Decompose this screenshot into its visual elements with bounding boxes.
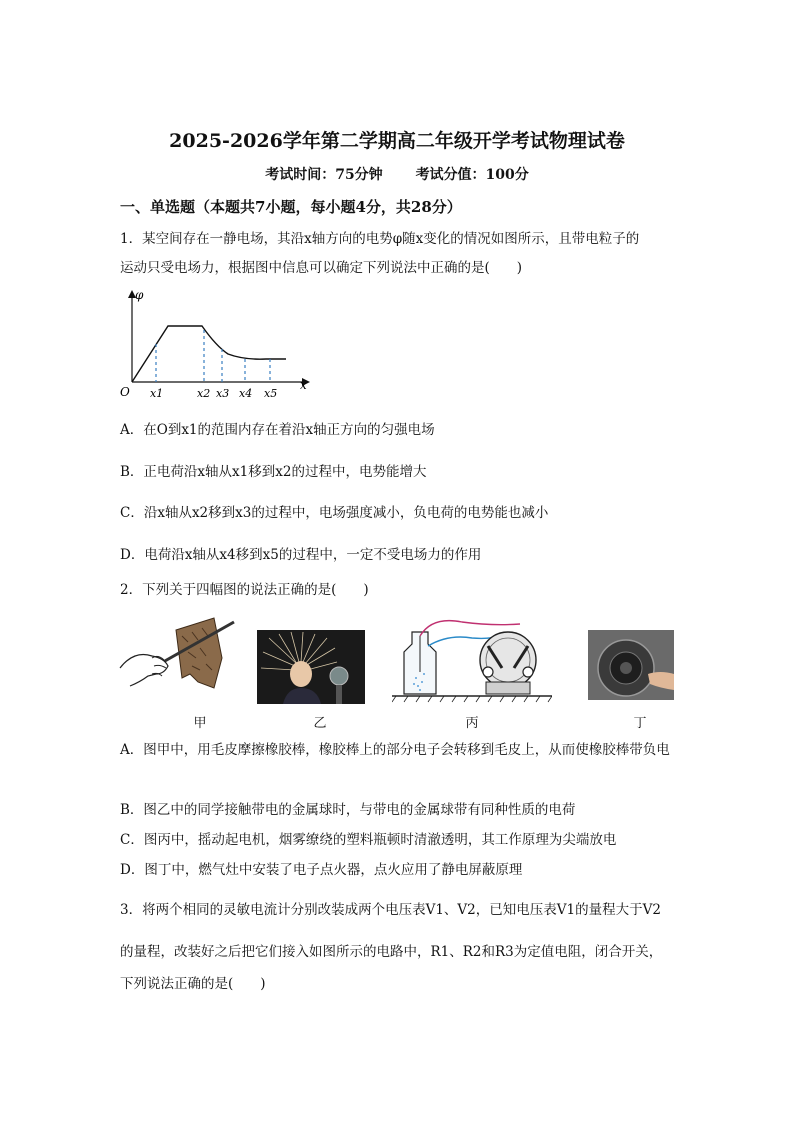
q2-option-b: B．图乙中的同学接触带电的金属球时，与带电的金属球带有同种性质的电荷: [120, 802, 576, 818]
q3-stem-line2: 的量程，改装好之后把它们接入如图所示的电路中，R1、R2和R3为定值电阻，闭合开关，: [120, 944, 663, 960]
caption-ding: 丁: [633, 716, 647, 731]
q3-stem-line3: 下列说法正确的是( ): [120, 976, 266, 992]
q2-stem: 2．下列关于四幅图的说法正确的是( ): [120, 582, 369, 598]
potential-curve: [132, 326, 286, 382]
q1-option-a: A．在O到x1的范围内存在着沿x轴正方向的匀强电场: [120, 422, 435, 438]
exam-score: 考试分值：100分: [415, 167, 529, 183]
fur-piece: [176, 618, 222, 688]
face: [290, 661, 312, 687]
exam-title: 2025-2026学年第二学期高二年级开学考试物理试卷: [169, 130, 625, 152]
machine-base: [486, 682, 530, 694]
caption-jia: 甲: [193, 716, 207, 731]
q1-potential-graph: [116, 286, 316, 404]
tick-x1: x1: [150, 387, 164, 400]
tick-x2: x2: [197, 387, 211, 400]
origin-label: O: [120, 385, 130, 399]
fig-yi-hair-standing: [257, 630, 365, 704]
q1-option-b: B．正电荷沿x轴从x1移到x2的过程中，电势能增大: [120, 464, 427, 480]
q1-option-d: D．电荷沿x轴从x4移到x5的过程中，一定不受电场力的作用: [120, 547, 482, 563]
exam-info: [0, 164, 794, 184]
table-hatch: [392, 696, 552, 702]
fig-jia-rubbing-rod: [118, 612, 242, 694]
y-axis-label: φ: [135, 288, 144, 302]
fig-bing-smoke-bottle: [392, 612, 552, 704]
machine-ball-right: [523, 667, 533, 677]
q2-option-a: A．图甲中，用毛皮摩擦橡胶棒，橡胶棒上的部分电子会转移到毛皮上，从而使橡胶棒带负电: [120, 742, 670, 758]
caption-yi: 乙: [313, 716, 327, 731]
machine-ball-left: [483, 667, 493, 677]
x-axis-label: x: [300, 378, 307, 392]
q3-stem-line1: 3．将两个相同的灵敏电流计分别改装成两个电压表V1、V2，已知电压表V1的量程大于V2: [120, 902, 661, 918]
hand: [120, 655, 168, 687]
tick-x5: x5: [264, 387, 278, 400]
tick-x4: x4: [239, 387, 253, 400]
q1-option-c: C．沿x轴从x2移到x3的过程中，电场强度减小，负电荷的电势能也减小: [120, 505, 549, 521]
fig-ding-gas-stove: [588, 630, 674, 700]
sphere-stand: [336, 685, 342, 704]
q1-stem-line2: 运动只受电场力，根据图中信息可以确定下列说法中正确的是( ): [120, 260, 523, 276]
q1-stem-line1: 1．某空间存在一静电场，其沿x轴方向的电势φ随x变化的情况如图所示，且带电粒子的: [120, 231, 640, 247]
q2-option-d: D．图丁中，燃气灶中安装了电子点火器，点火应用了静电屏蔽原理: [120, 862, 523, 878]
burner-center: [620, 662, 632, 674]
caption-bing: 丙: [465, 716, 479, 731]
metal-sphere: [330, 667, 348, 685]
section-heading: 一、单选题（本题共7小题，每小题4分，共28分）: [120, 198, 462, 216]
tick-x3: x3: [216, 387, 230, 400]
exam-time: 考试时间：75分钟: [265, 167, 383, 183]
machine-disc: [480, 632, 536, 688]
q2-option-c: C．图丙中，摇动起电机，烟雾缭绕的塑料瓶顿时清澈透明，其工作原理为尖端放电: [120, 832, 617, 848]
